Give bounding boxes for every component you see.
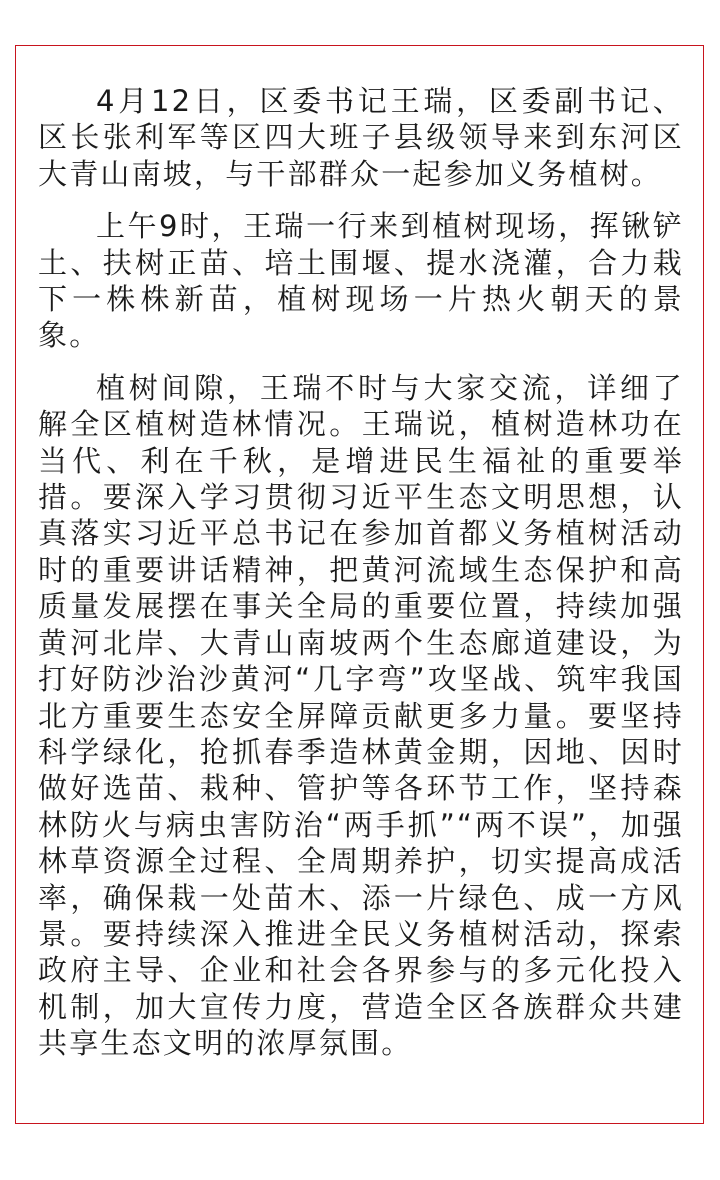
article-body bbox=[38, 83, 684, 1078]
article-paragraph-1: 4月12日，区委书记王瑞，区委副书记、区长张利军等区四大班子县级领导来到东河区大青山南坡，与干部群众一起参加义务植树。 bbox=[38, 84, 684, 191]
article-paragraph-3: 植树间隙，王瑞不时与大家交流，详细了解全区植树造林情况。王瑞说，植树造林功在当代、利在千秋，是增进民生福祉的重要举措。要深入学习贯彻习近平生态文明思想，认真落实习近平总书记在参加首都义务植树活动时的重要讲话精神，把黄河流域生态保护和高质量发展摆在事关全局的重要位置，持续加强黄河北岸、大青山南坡两个生态廊道建设，为打好防沙治沙黄河“几字弯”攻坚战、筑牢我国北方重要生态安全屏障贡献更多力量。要坚持科学绿化，抢抓春季造林黄金期，因地、因时做好选苗、栽种、管护等各环节工作，坚持森林防火与病虫害防治“两手抓”“两不误”，加强林草资源全过程、全周期养护，切实提高成活率，确保栽一处苗木、添一片绿色、成一方风景。要持续深入推进全民义务植树活动，探索政府主导、企业和社会各界参与的多元化投入机制，加大宣传力度，营造全区各族群众共建共享生态文明的浓厚氛围。 bbox=[38, 370, 684, 1061]
article-paragraph-2: 上午9时，王瑞一行来到植树现场，挥锹铲土、扶树正苗、培土围堰、提水浇灌，合力栽下一株株新苗，植树现场一片热火朝天的景象。 bbox=[38, 209, 684, 353]
article-frame bbox=[15, 45, 704, 1124]
